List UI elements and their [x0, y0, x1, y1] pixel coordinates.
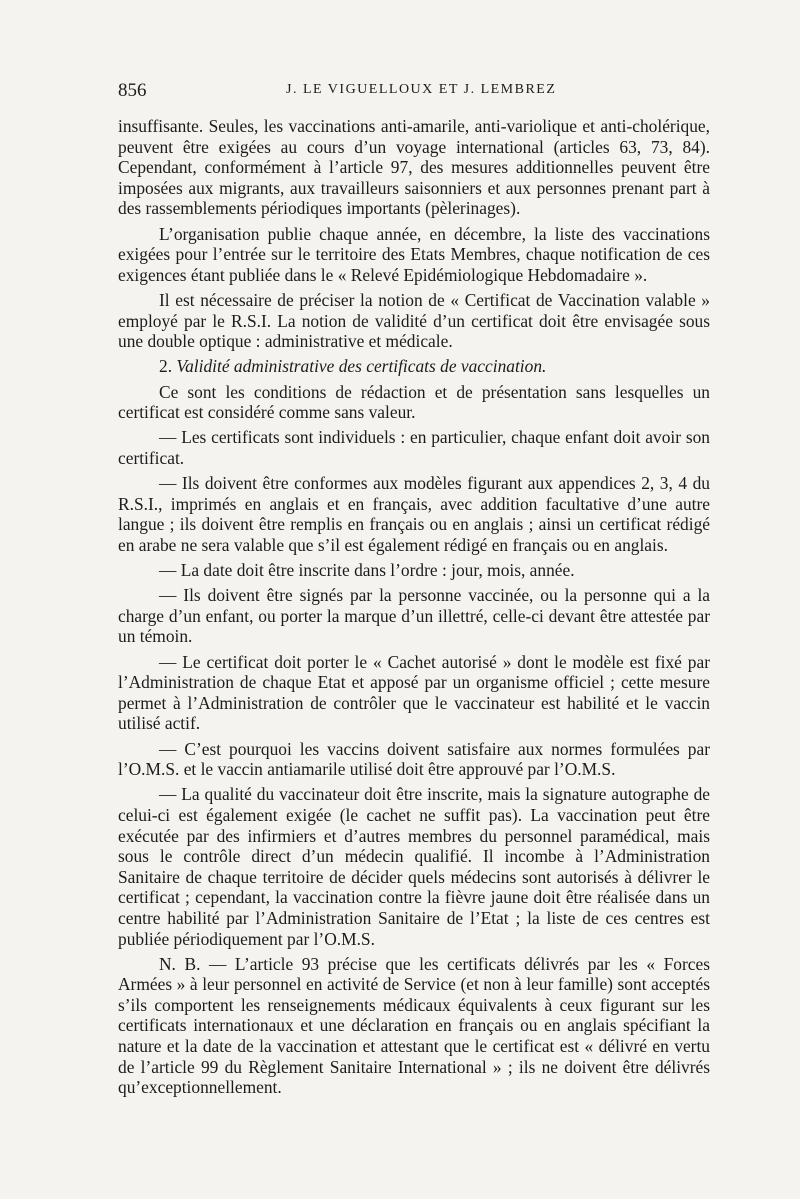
running-title: J. LE VIGUELLOUX ET J. LEMBREZ	[286, 82, 557, 97]
paragraph: Il est nécessaire de préciser la notion de « Certificat de Vaccination valable » employé par le R.S.I. La notion de validité d’un certificat doit être envisagée sous une double optique : administrative et médicale.	[118, 289, 710, 352]
list-item: — La date doit être inscrite dans l’ordre : jour, mois, année.	[159, 560, 575, 581]
paragraph: L’organisation publie chaque année, en décembre, la liste des vaccinations exigées pour l’entrée sur le territoire des Etats Membres, chaque notification de ces exigences étant publiée dans le « Relevé Epidémiologique Hebdomadaire ».	[118, 223, 710, 285]
section-title: Validité administrative des certificats de vaccination.	[176, 356, 547, 377]
list-item: — Le certificat doit porter le « Cachet autorisé » dont le modèle est fixé par l’Administration de chaque Etat et apposé par un organisme officiel ; cette mesure permet à l’Administration de contrôler que le vaccinateur est habilité et le vaccin utilisé actif.	[118, 651, 710, 734]
list-item: — Les certificats sont individuels : en particulier, chaque enfant doit avoir son certificat.	[118, 427, 710, 468]
list-item: — Ils doivent être conformes aux modèles figurant aux appendices 2, 3, 4 du R.S.I., imprimés en anglais et en français, avec addition facultative d’une autre langue ; ils doivent être remplis en français ou en anglais ; ainsi un certificat rédigé en arabe ne sera valable que s’il est également rédigé en français ou en anglais.	[118, 473, 710, 555]
section-number: 2.	[159, 356, 173, 377]
list-item: — C’est pourquoi les vaccins doivent satisfaire aux normes formulées par l’O.M.S. et le vaccin antiamarile utilisé doit être approuvé par l’O.M.S.	[118, 738, 710, 780]
page-number: 856	[118, 80, 147, 101]
list-item: — Ils doivent être signés par la personne vaccinée, ou la personne qui a la charge d’un enfant, ou porter la marque d’un illettré, celle-ci devant être attestée par un témoin.	[118, 585, 710, 647]
section-heading	[118, 356, 710, 377]
page-header	[118, 80, 710, 104]
body-text	[118, 116, 710, 1102]
paragraph: Ce sont les conditions de rédaction et de présentation sans lesquelles un certificat est considéré comme sans valeur.	[118, 381, 710, 423]
nota-bene-paragraph: N. B. — L’article 93 précise que les certificats délivrés par les « Forces Armées » à leur personnel en activité de Service (et non à leur famille) sont acceptés s’ils comportent les renseignements médicaux équivalents à ceux figurant sur les certificats internationaux et une déclaration en français ou en anglais spécifiant la nature et la date de la vaccination et attestant que le certificat est « délivré en vertu de l’article 99 du Règlement Sanitaire International » ; ils ne doivent être délivrés qu’exceptionnellement.	[118, 953, 710, 1098]
paragraph-continuation: insuffisante. Seules, les vaccinations anti-amarile, anti-variolique et anti-cholérique, peuvent être exigées au cours d’un voyage international (articles 63, 73, 84). Cependant, conformément à l’article 97, des mesures additionnelles peuvent être imposées aux migrants, aux travailleurs saisonniers et aux personnes prenant part à des rassemblements périodiques importants (pèlerinages).	[118, 116, 710, 219]
list-item: — La qualité du vaccinateur doit être inscrite, mais la signature autographe de celui-ci est également exigée (le cachet ne suffit pas). La vaccination peut être exécutée par des infirmiers et d’autres membres du personnel paramédical, mais sous le contrôle direct d’un médecin qualifié. Il incombe à l’Administration Sanitaire de chaque territoire de décider quels médecins sont autorisés à délivrer le certificat ; cependant, la vaccination contre la fièvre jaune doit être réalisée dans un centre habilité par l’Administration Sanitaire de l’Etat ; la liste de ces centres est publiée périodiquement par l’O.M.S.	[118, 784, 710, 949]
